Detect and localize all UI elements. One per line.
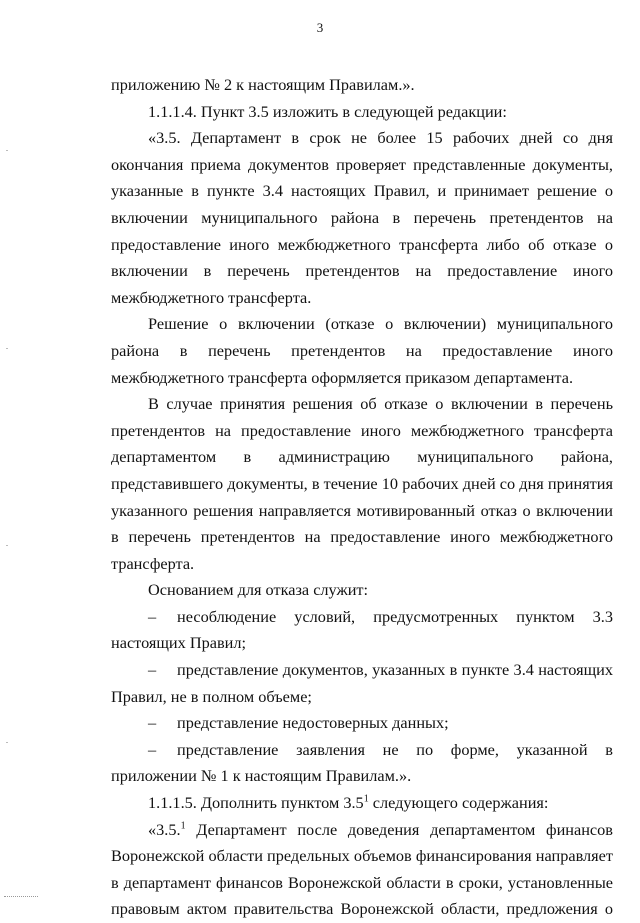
list-item-text: представление недостоверных данных; (177, 713, 449, 733)
superscript-number: 1 (363, 793, 369, 805)
paragraph-grounds: Основанием для отказа служит: (148, 580, 369, 600)
dash-marker: – (148, 713, 157, 733)
dash-marker: – (148, 606, 157, 626)
dash-marker: – (148, 739, 157, 759)
paragraph-1115-text: 1.1.1.5. Дополнить пунктом 3.5 (148, 793, 364, 813)
list-item-text: несоблюдение условий, предусмотренных пунктом 3.3 настоящих Правил; (111, 606, 613, 653)
dash-marker: – (148, 660, 157, 680)
document-body (111, 72, 613, 923)
margin-mark (6, 742, 8, 743)
margin-mark (6, 150, 8, 151)
paragraph-1114-heading: 1.1.1.4. Пункт 3.5 изложить в следующей редакции: (148, 101, 507, 121)
list-item (111, 710, 613, 737)
paragraph-35: «3.5. Департамент в срок не более 15 рабочих дней со дня окончания приема документов проверяет представленные документы, указанные в пункте 3.4 настоящих Правил, и принимает решение о включении муниципального района в перечень претендентов на предоставление иного межбюджетного трансферта либо об отказе о включении в перечень претендентов на предоставление иного межбюджетного трансферта. (111, 128, 613, 307)
list-item (111, 604, 613, 657)
paragraph-351-number: «3.5. (148, 819, 181, 839)
paragraph-1115-heading (111, 790, 613, 817)
margin-mark (6, 545, 8, 546)
list-item-text: представление заявления не по форме, указанной в приложении № 1 к настоящим Правилам.». (111, 739, 613, 786)
paragraph-351 (111, 817, 613, 923)
paragraph-decision: Решение о включении (отказе о включении) муниципального района в перечень претендентов на предоставление иного межбюджетного трансферта оформляется приказом департамента. (111, 314, 613, 387)
list-item (111, 737, 613, 790)
page-number: 3 (316, 20, 324, 35)
list-item (111, 657, 613, 710)
superscript-number: 1 (180, 820, 186, 832)
paragraph-351-text: Департамент после доведения департаментом финансов Воронежской области предельных объемов финансирования направляет в департамент финансов Воронежской области в сроки, установленные правовым актом правительства Воронежской области, предложения о (111, 819, 613, 919)
margin-mark (6, 348, 8, 349)
footer-mark (4, 896, 38, 898)
paragraph-refusal: В случае принятия решения об отказе о включении в перечень претендентов на предоставление иного межбюджетного трансферта департаментом в администрацию муниципального района, представившего документы, в течение 10 рабочих дней со дня принятия указанного решения направляется мотивированный отказ о включении в перечень претендентов на предоставление иного межбюджетного трансферта. (111, 394, 613, 573)
paragraph-continuation: приложению № 2 к настоящим Правилам.». (111, 75, 415, 94)
list-item-text: представление документов, указанных в пункте 3.4 настоящих Правил, не в полном объеме; (111, 660, 613, 706)
paragraph-1115-tail: следующего содержания: (368, 793, 549, 813)
